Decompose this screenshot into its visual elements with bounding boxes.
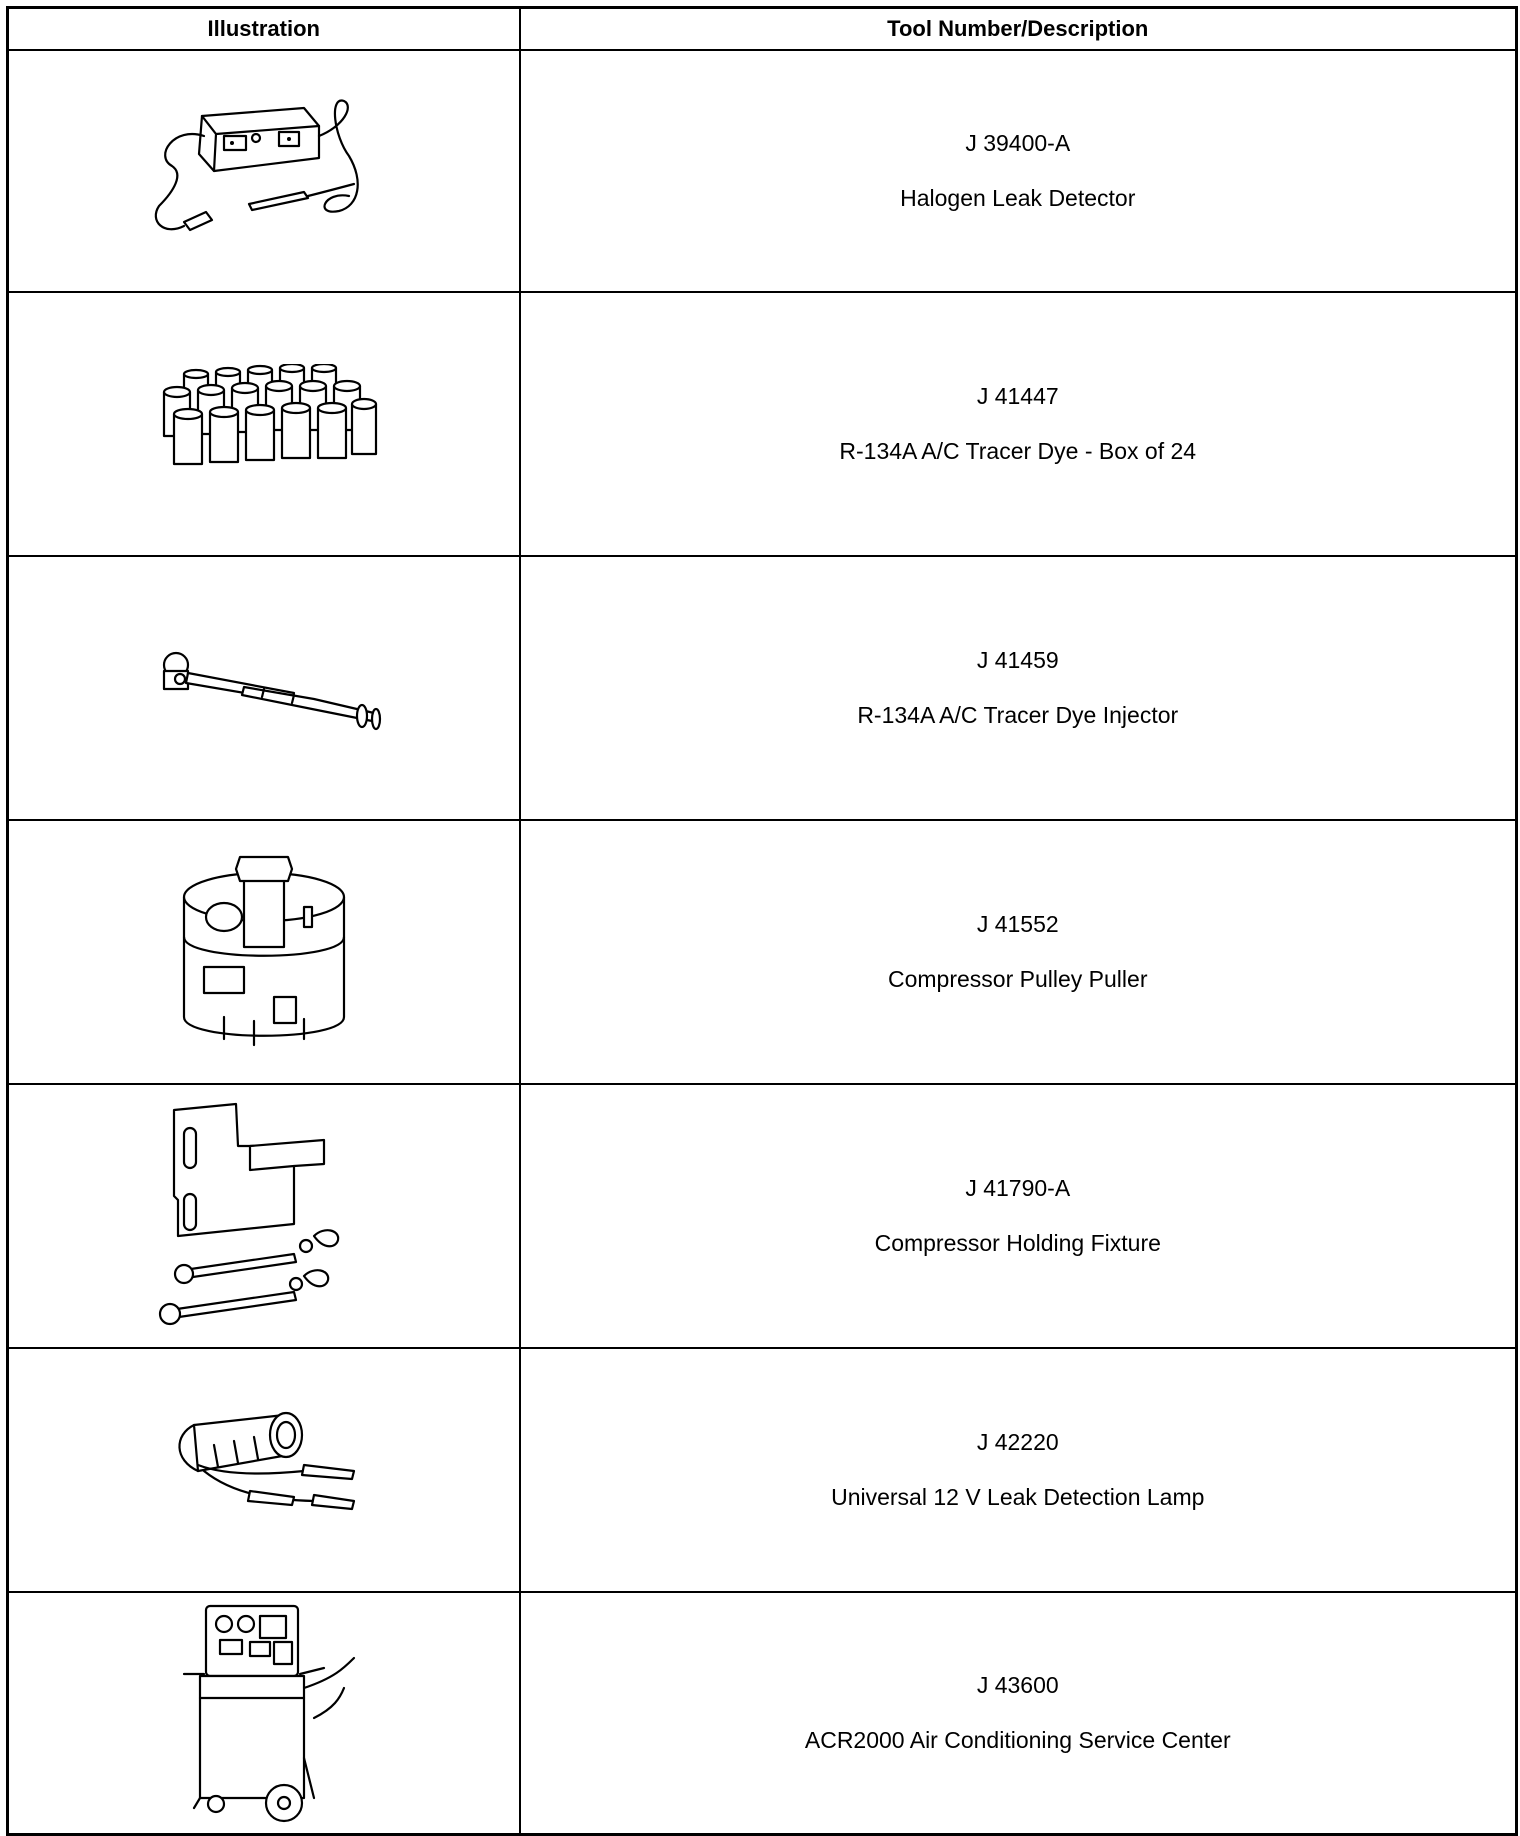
- pulley-puller-icon: [164, 847, 364, 1057]
- tool-number: J 43600: [976, 1671, 1059, 1698]
- tool-number: J 39400-A: [965, 130, 1071, 156]
- table-row: [8, 1084, 1517, 1348]
- tool-description: R-134A A/C Tracer Dye - Box of 24: [839, 438, 1197, 464]
- dye-injector-icon: [144, 643, 384, 733]
- table-row: [8, 820, 1517, 1084]
- tool-description: R-134A A/C Tracer Dye Injector: [857, 702, 1179, 728]
- description-cell: [520, 820, 1517, 1084]
- description-cell: [520, 1592, 1517, 1834]
- table-row: [8, 292, 1517, 556]
- tool-description: Compressor Holding Fixture: [874, 1230, 1161, 1256]
- description-cell: [520, 556, 1517, 820]
- header-tool-number-description: Tool Number/Description: [520, 8, 1517, 51]
- table-row: [8, 50, 1517, 292]
- tool-number: J 41552: [976, 911, 1059, 937]
- tracer-dye-bottles-icon: [144, 364, 384, 484]
- description-cell: [520, 1084, 1517, 1348]
- tool-number: J 41447: [976, 383, 1059, 409]
- table-header-row: [8, 8, 1517, 51]
- tool-number: J 42220: [976, 1429, 1059, 1455]
- tool-description: Halogen Leak Detector: [900, 185, 1136, 211]
- tool-table: [6, 6, 1518, 1836]
- header-illustration: Illustration: [8, 8, 520, 51]
- holding-fixture-icon: [154, 1096, 374, 1336]
- tool-description: ACR2000 Air Conditioning Service Center: [804, 1726, 1231, 1753]
- illustration-cell: [8, 50, 520, 292]
- ac-service-center-icon: [164, 1598, 364, 1828]
- illustration-cell: [8, 1348, 520, 1592]
- illustration-cell: [8, 292, 520, 556]
- table-row: [8, 556, 1517, 820]
- tool-description: Universal 12 V Leak Detection Lamp: [831, 1484, 1205, 1510]
- description-cell: [520, 1348, 1517, 1592]
- tool-description: Compressor Pulley Puller: [888, 966, 1148, 992]
- description-cell: [520, 50, 1517, 292]
- illustration-cell: [8, 556, 520, 820]
- tool-number: J 41790-A: [965, 1175, 1071, 1201]
- halogen-leak-detector-icon: [144, 96, 384, 246]
- description-cell: [520, 292, 1517, 556]
- illustration-cell: [8, 1084, 520, 1348]
- tool-number: J 41459: [976, 647, 1059, 673]
- leak-detection-lamp-icon: [154, 1405, 374, 1535]
- illustration-cell: [8, 820, 520, 1084]
- table-row: [8, 1348, 1517, 1592]
- illustration-cell: [8, 1592, 520, 1834]
- table-row: [8, 1592, 1517, 1834]
